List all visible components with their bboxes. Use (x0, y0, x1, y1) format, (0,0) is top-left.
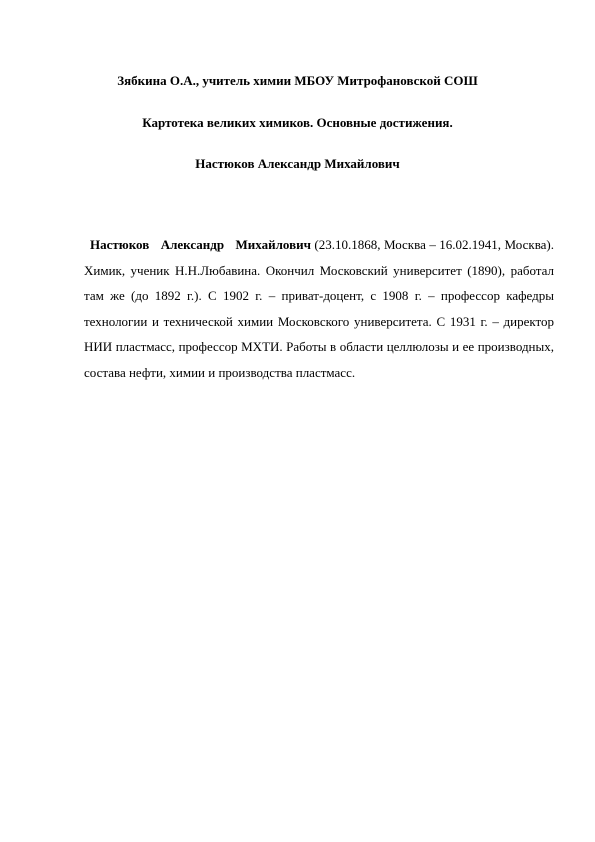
biography-paragraph (84, 232, 554, 386)
biography-lead-name: Настюков Александр Михайлович (90, 237, 311, 252)
document-subtitle: Картотека великих химиков. Основные достижения. (142, 115, 453, 130)
person-title: Настюков Александр Михайлович (195, 156, 400, 171)
biography-text: (23.10.1868, Москва – 16.02.1941, Москва). Химик, ученик Н.Н.Любавина. Окончил Московский университет (1890), работал там же (до 1892 г.). С 1902 г. – приват-доцент, с 1908 г. – профессор кафедры технологии и технической химии Московского университета. С 1931 г. – директор НИИ пластмасс, профессор МХТИ. Работы в области целлюлозы и ее производных, состава нефти, химии и производства пластмасс. (84, 237, 555, 380)
author-line: Зябкина О.А., учитель химии МБОУ Митрофановской СОШ (117, 73, 478, 88)
